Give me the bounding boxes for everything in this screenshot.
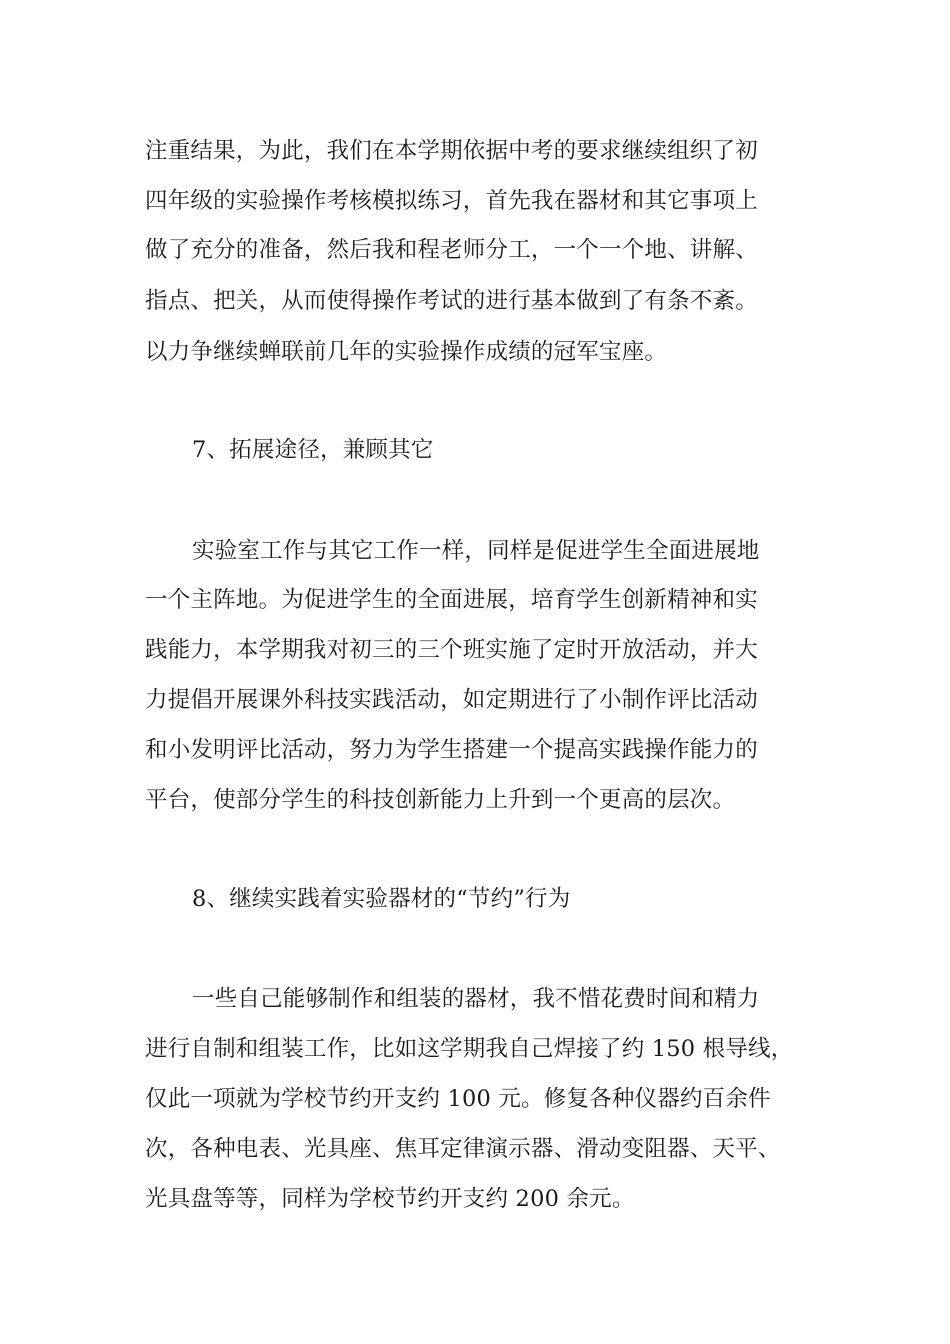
text-line: 以力争继续蝉联前几年的实验操作成绩的冠军宝座。 [145, 339, 668, 365]
text-line: 注重结果，为此，我们在本学期依据中考的要求继续组织了初 [145, 138, 758, 164]
text-line: 做了充分的准备，然后我和程老师分工，一个一个地、讲解、 [145, 237, 758, 263]
text-line: 力提倡开展课外科技实践活动，如定期进行了小制作评比活动 [145, 687, 758, 713]
text-line: 指点、把关，从而使得操作考试的进行基本做到了有条不紊。 [145, 288, 758, 314]
text-line: 一个主阵地。为促进学生的全面进展，培育学生创新精神和实 [145, 587, 758, 613]
text-line: 次，各种电表、光具座、焦耳定律演示器、滑动变阻器、天平、 [145, 1136, 781, 1162]
text-line: 和小发明评比活动，努力为学生搭建一个提高实践操作能力的 [145, 737, 758, 763]
text-line: 进行自制和组装工作，比如这学期我自己焊接了约 150 根导线， [145, 1036, 794, 1062]
text-line: 四年级的实验操作考核模拟练习，首先我在器材和其它事项上 [145, 188, 758, 214]
text-line: 一些自己能够制作和组装的器材，我不惜花费时间和精力 [192, 986, 760, 1012]
text-line: 仅此一项就为学校节约开支约 100 元。修复各种仪器约百余件 [145, 1086, 771, 1112]
text-line: 光具盘等等，同样为学校节约开支约 200 余元。 [145, 1186, 635, 1212]
section-heading-7: 7、拓展途径，兼顾其它 [192, 437, 434, 463]
text-line: 践能力，本学期我对初三的三个班实施了定时开放活动，并大 [145, 637, 758, 663]
section-heading-8: 8、继续实践着实验器材的“节约”行为 [192, 886, 571, 912]
text-line: 实验室工作与其它工作一样，同样是促进学生全面进展地 [192, 538, 760, 564]
text-line: 平台，使部分学生的科技创新能力上升到一个更高的层次。 [145, 787, 736, 813]
